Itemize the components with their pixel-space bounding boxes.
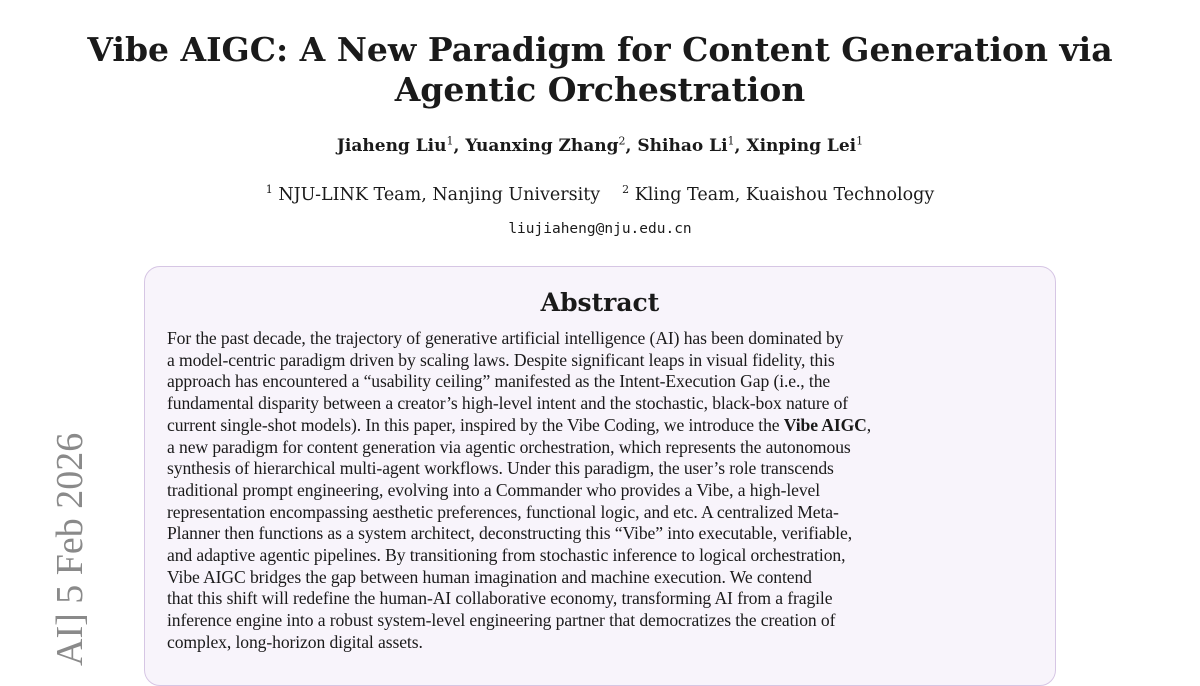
abstract-text: and adaptive agentic pipelines. By transitioning from stochastic inference to logical orchestration, bbox=[167, 545, 846, 566]
author bbox=[465, 136, 637, 156]
author-affiliation-mark: 1 bbox=[856, 134, 864, 148]
affiliation bbox=[266, 185, 600, 205]
affiliation-text: Kling Team, Kuaishou Technology bbox=[634, 185, 935, 205]
abstract-text: For the past decade, the trajectory of generative artificial intelligence (AI) has been dominated by bbox=[167, 328, 844, 348]
abstract-line bbox=[167, 458, 1037, 480]
abstract-line bbox=[167, 350, 1037, 372]
abstract-text: Planner then functions as a system architect, deconstructing this “Vibe” into executable, verifiable, bbox=[167, 523, 853, 544]
abstract-line bbox=[167, 610, 1037, 632]
author-name: Yuanxing Zhang bbox=[465, 136, 619, 156]
paper-title-line: Vibe AIGC: A New Paradigm for Content Generation via bbox=[87, 30, 1113, 69]
abstract-line bbox=[167, 480, 1037, 502]
author bbox=[637, 136, 746, 156]
author-separator: , bbox=[734, 136, 747, 156]
affiliation bbox=[622, 185, 934, 205]
paper-title bbox=[0, 30, 1200, 110]
abstract-line bbox=[167, 523, 1037, 545]
abstract-line bbox=[167, 328, 1037, 350]
abstract-text: complex, long-horizon digital assets. bbox=[167, 631, 423, 652]
abstract-text: , bbox=[866, 414, 872, 435]
arxiv-side-stamp: AI] 5 Feb 2026 bbox=[49, 432, 91, 666]
abstract-line bbox=[167, 437, 1037, 459]
abstract-line bbox=[167, 415, 1037, 437]
abstract-line bbox=[167, 567, 1037, 589]
abstract-heading: Abstract bbox=[540, 288, 660, 317]
abstract-line bbox=[167, 393, 1037, 415]
abstract-line bbox=[167, 588, 1037, 610]
abstract-text: a new paradigm for content generation via agentic orchestration, which represents the autonomous bbox=[167, 436, 851, 457]
affiliation-list bbox=[0, 183, 1200, 207]
abstract-text: traditional prompt engineering, evolving into a Commander who provides a Vibe, a high-level bbox=[167, 479, 821, 500]
author-list bbox=[0, 134, 1200, 158]
affiliation-mark: 1 bbox=[265, 183, 273, 197]
abstract-text: synthesis of hierarchical multi-agent workflows. Under this paradigm, the user’s role transcends bbox=[167, 458, 834, 479]
author bbox=[337, 136, 465, 156]
abstract-line bbox=[167, 545, 1037, 567]
abstract-body bbox=[167, 328, 1037, 654]
author-affiliation-mark: 1 bbox=[727, 134, 735, 148]
abstract-text: a model-centric paradigm driven by scaling laws. Despite significant leaps in visual fidelity, this bbox=[167, 349, 835, 370]
abstract-text: current single-shot models). In this paper, inspired by the Vibe Coding, we introduce the bbox=[167, 414, 784, 435]
author-affiliation-mark: 1 bbox=[446, 134, 454, 148]
abstract-text: that this shift will redefine the human-AI collaborative economy, transforming AI from a fragile bbox=[167, 588, 833, 609]
abstract-text: Vibe AIGC bridges the gap between human imagination and machine execution. We contend bbox=[167, 566, 812, 587]
abstract-line bbox=[167, 371, 1037, 393]
abstract-line bbox=[167, 502, 1037, 524]
author-name: Jiaheng Liu bbox=[336, 136, 447, 156]
abstract-text: inference engine into a robust system-level engineering partner that democratizes the creation of bbox=[167, 610, 836, 631]
author bbox=[746, 136, 863, 156]
contact-email: liujiaheng@nju.edu.cn bbox=[508, 221, 692, 237]
paper-title-line: Agentic Orchestration bbox=[394, 70, 806, 109]
abstract-box bbox=[144, 266, 1056, 686]
abstract-text: representation encompassing aesthetic preferences, functional logic, and etc. A centralized Meta- bbox=[167, 501, 839, 522]
abstract-emphasis: Vibe AIGC bbox=[783, 414, 867, 435]
author-name: Shihao Li bbox=[637, 136, 728, 156]
affiliation-mark: 2 bbox=[622, 183, 630, 197]
abstract-text: approach has encountered a “usability ceiling” manifested as the Intent-Execution Gap (i.e., the bbox=[167, 371, 831, 392]
abstract-text: fundamental disparity between a creator’s high-level intent and the stochastic, black-box nature of bbox=[167, 393, 849, 414]
author-separator: , bbox=[625, 136, 638, 156]
author-separator: , bbox=[453, 136, 466, 156]
abstract-line bbox=[167, 632, 1037, 654]
author-affiliation-mark: 2 bbox=[618, 134, 626, 148]
affiliation-text: NJU-LINK Team, Nanjing University bbox=[278, 185, 601, 205]
author-name: Xinping Lei bbox=[746, 136, 857, 156]
